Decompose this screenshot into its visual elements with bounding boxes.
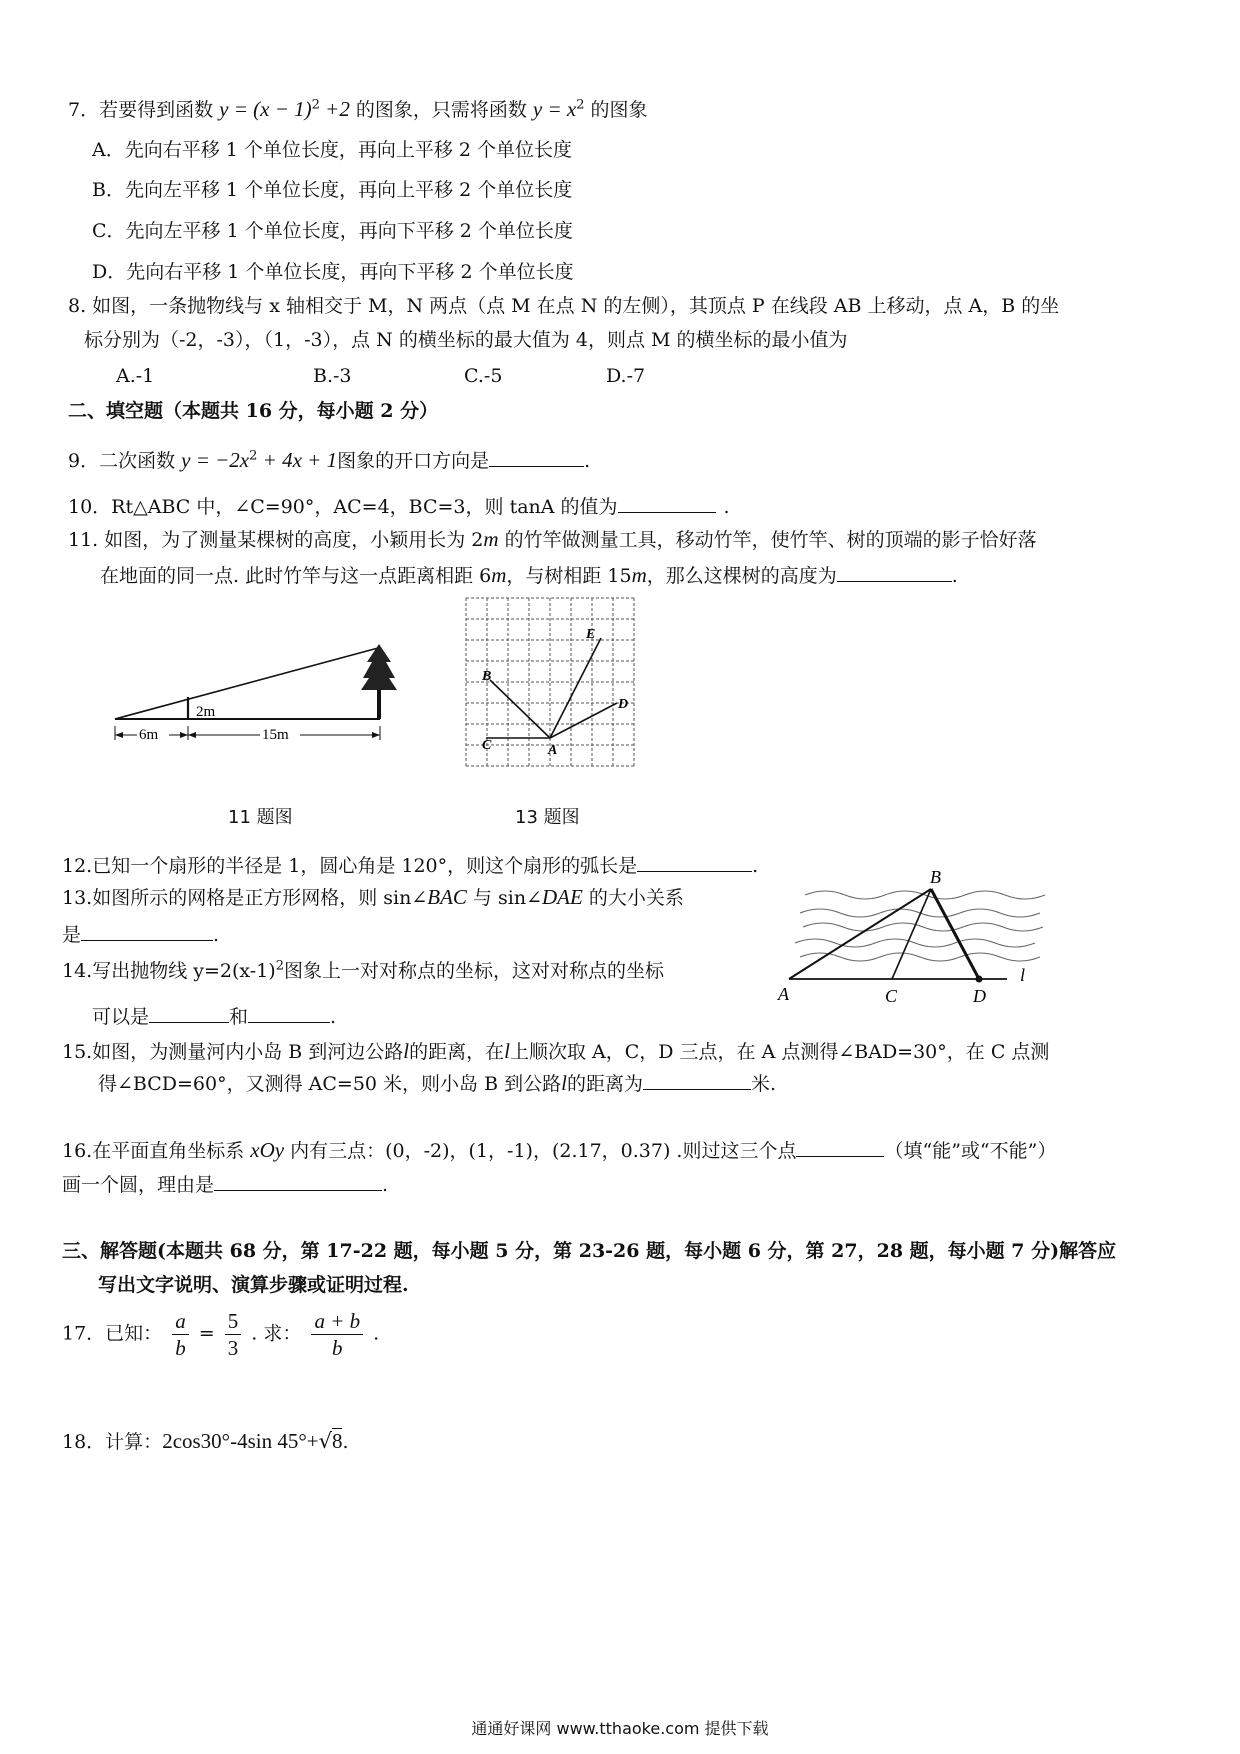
q16-blank-2[interactable]: [214, 1170, 382, 1191]
figure-11-tree-diagram: [110, 640, 410, 750]
figure-13-grid-diagram: [466, 598, 636, 768]
fig13-caption: 13 题图: [515, 807, 580, 828]
q17-fraction-5-over-3: $\frac{5}{3}$: [225, 1308, 242, 1361]
q17: 17．已知： $\frac{a}{b}$ = $\frac{5}{3}$ . 求： $\frac{a + b}{b}$ .: [62, 1309, 380, 1360]
fig11-pole-label: 2m: [196, 704, 216, 720]
q11-line1: 11. 如图，为了测量某棵树的高度，小颖用长为 2m 的竹竿做测量工具，移动竹竿，使竹竿、树的顶端的影子恰好落: [68, 527, 1037, 551]
q8-option-a: A.-1: [116, 365, 155, 387]
q8-option-b: B.-3: [313, 365, 352, 387]
sqrt-sign-icon: √: [318, 1429, 332, 1453]
q9-answer-blank[interactable]: [489, 446, 584, 467]
q13-line1: 13.如图所示的网格是正方形网格，则 sin∠BAC 与 sin∠DAE 的大小关系: [62, 885, 684, 909]
section-2-heading: 二、填空题（本题共 16 分，每小题 2 分）: [68, 400, 439, 422]
section-3-heading-line2: 写出文字说明、演算步骤或证明过程.: [98, 1274, 409, 1296]
fig15-label-a: A: [778, 984, 789, 1004]
fig13-label-b: B: [482, 669, 492, 684]
q15-line1: 15.如图，为测量河内小岛 B 到河边公路l的距离，在l上顺次取 A，C，D 三点，在 A 点测得∠BAD=30°，在 C 点测: [62, 1039, 1050, 1063]
fig15-label-b: B: [930, 867, 941, 887]
section-3-heading: 三、解答题(本题共 68 分，第 17-22 题，每小题 5 分，第 23-26 题，每小题 6 分，第 27，28 题，每小题 7 分)解答应: [62, 1240, 1117, 1262]
q7-option-b: B．先向左平移 1 个单位长度，再向上平移 2 个单位长度: [92, 179, 573, 201]
q17-fraction-a-plus-b-over-b: $\frac{a + b}{b}$: [311, 1308, 363, 1361]
q12-answer-blank[interactable]: [637, 851, 752, 872]
fig15-label-d: D: [973, 986, 986, 1006]
fig13-label-a: A: [548, 743, 558, 758]
q16-line1: 16.在平面直角坐标系 xOy 内有三点：(0，-2)，(1，-1)，(2.17，0.37) .则过这三个点 （填“能”或“不能”）: [62, 1138, 1057, 1162]
q12: 12.已知一个扇形的半径是 1，圆心角是 120°，则这个扇形的弧长是 .: [62, 851, 758, 879]
q7-option-a: A．先向右平移 1 个单位长度，再向上平移 2 个单位长度: [92, 139, 573, 161]
q8-option-d: D.-7: [606, 365, 646, 387]
q14-line1: 14.写出抛物线 $y=2(x-1)^2$图象上一对对称点的坐标，这对对称点的坐标: [62, 958, 665, 982]
q8-line2: 标分别为（-2，-3），（1，-3），点 N 的横坐标的最大值为 4，则点 M 的横坐标的最小值为: [84, 329, 848, 351]
q14-line2: 可以是 和 .: [92, 1002, 336, 1030]
q8-option-c: C.-5: [464, 365, 503, 387]
fig11-caption: 11 题图: [228, 807, 293, 828]
q10: 10．Rt△ABC 中，∠C=90°，AC=4，BC=3，则 tanA 的值为 .: [68, 492, 730, 520]
fig11-left-label: 6m: [139, 727, 159, 743]
q18: 18．计算：2cos30°-4sin 45°+√8.: [62, 1429, 349, 1453]
q13-line2: 是 .: [62, 920, 219, 948]
fig15-label-c: C: [885, 986, 898, 1006]
q17-fraction-a-over-b: $\frac{a}{b}$: [172, 1308, 189, 1361]
q9: 9．二次函数 $y = -2x^2 + 4x + 1$图象的开口方向是 .: [68, 448, 591, 472]
q15-answer-blank[interactable]: [643, 1069, 751, 1090]
fig11-right-label: 15m: [262, 727, 289, 743]
q7-option-d: D．先向右平移 1 个单位长度，再向下平移 2 个单位长度: [92, 261, 574, 283]
q14-blank-1[interactable]: [149, 1002, 229, 1023]
fig13-label-e: E: [586, 627, 596, 642]
q16-blank-1[interactable]: [796, 1136, 884, 1157]
q7-stem: 7．若要得到函数 $y = (x - 1)^2 +2$ 的图象，只需将函数 $y = x^2$ 的图象: [68, 97, 648, 121]
q11-answer-blank[interactable]: [837, 561, 952, 582]
page-footer: 通通好课网 www.tthaoke.com 提供下载: [471, 1719, 769, 1738]
q15-line2: 得∠BCD=60°，又测得 AC=50 米，则小岛 B 到公路l的距离为 米.: [98, 1071, 776, 1095]
q10-answer-blank[interactable]: [618, 492, 716, 513]
q11-line2: 在地面的同一点. 此时竹竿与这一点距离相距 6m，与树相距 15m，那么这棵树的高度为 .: [100, 563, 958, 587]
q13-answer-blank[interactable]: [81, 920, 213, 941]
q14-blank-2[interactable]: [248, 1002, 330, 1023]
fig13-label-d: D: [618, 697, 629, 712]
figure-15-river-diagram: [775, 865, 1045, 1005]
q7-option-c: C．先向左平移 1 个单位长度，再向下平移 2 个单位长度: [92, 220, 573, 242]
q8-line1: 8. 如图，一条抛物线与 x 轴相交于 M，N 两点（点 M 在点 N 的左侧），其顶点 P 在线段 AB 上移动，点 A，B 的坐: [68, 295, 1060, 317]
fig13-label-c: C: [482, 738, 492, 753]
q16-line2: 画一个圆，理由是 .: [62, 1170, 388, 1198]
fig15-label-l: l: [1020, 965, 1026, 985]
